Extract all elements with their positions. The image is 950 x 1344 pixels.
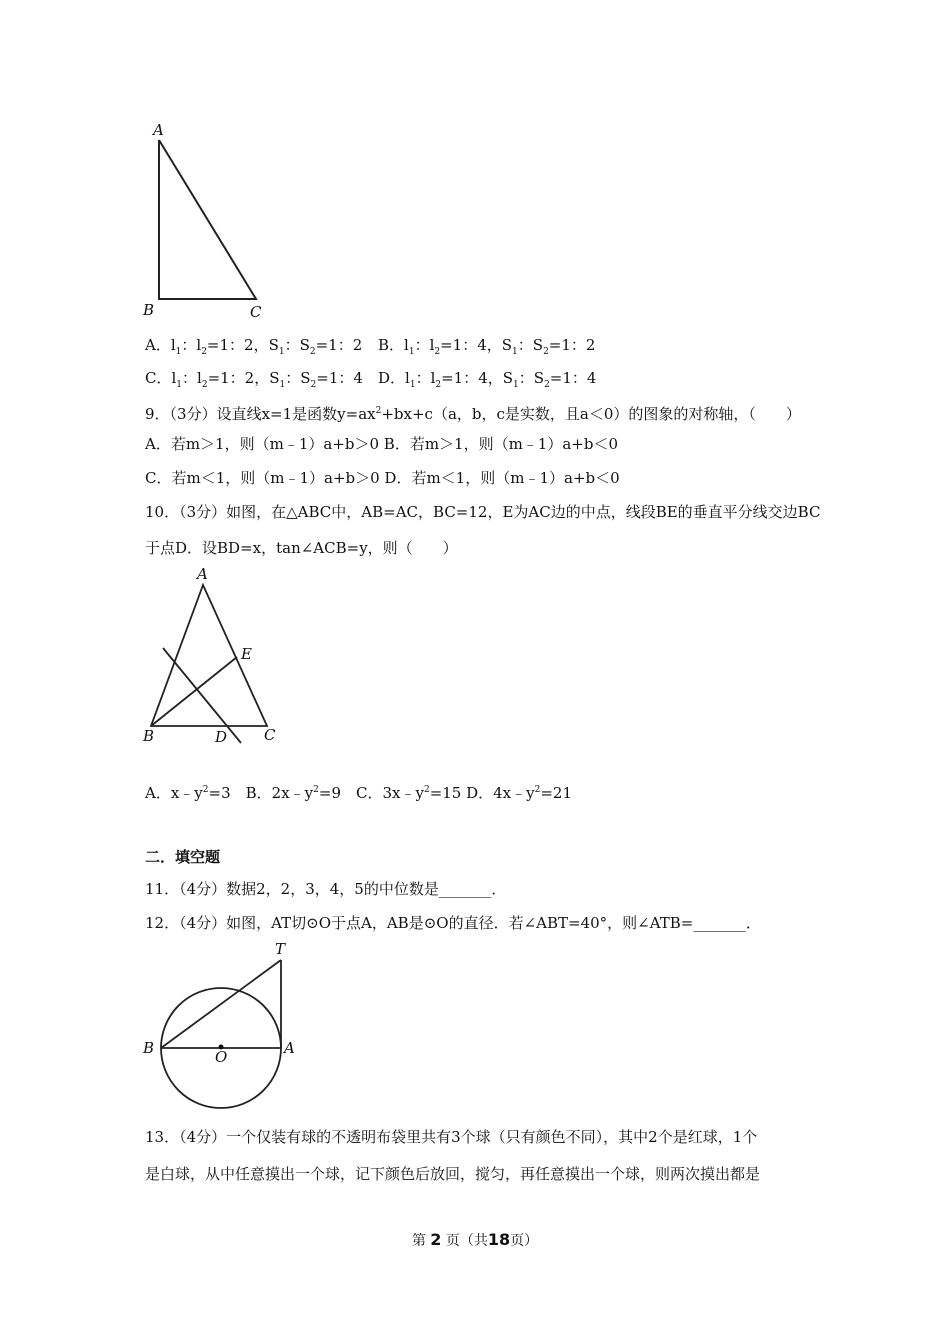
- q13-line1: 13．（4分）一个仅装有球的不透明布袋里共有3个球（只有颜色不同），其中2个是红球，1个: [145, 1128, 758, 1146]
- page-number: 2: [430, 1230, 442, 1249]
- label-d: D: [215, 728, 228, 746]
- label-a: A: [284, 1039, 295, 1057]
- total-pages: 18: [487, 1230, 511, 1249]
- q9-options-ab: A．若m＞1，则（m﹣1）a+b＞0 B．若m＞1，则（m﹣1）a+b＜0: [145, 435, 619, 453]
- label-a: A: [197, 565, 208, 583]
- label-a: A: [153, 121, 164, 139]
- label-t: T: [275, 940, 286, 958]
- q10-options: A．$x﹣y^2=3$ B．$2x﹣y^2=9$ C．$3x﹣y^2=15$ D．$4x﹣y^2=21$: [145, 784, 573, 802]
- label-e: E: [241, 645, 252, 663]
- q9-stem: 9．（3分）设直线x=1是函数$y=ax^2+bx+c(a$，b，c是实数，且a＜0）的图象的对称轴，（ ）: [145, 405, 801, 423]
- page-footer: 第 2 页（共18页）: [411, 1230, 539, 1249]
- label-c: C: [264, 726, 276, 744]
- q11-text: 11．（4分）数据2，2，3，4，5的中位数是_______．: [145, 880, 507, 898]
- q13-line2: 是白球，从中任意摸出一个球，记下颜色后放回，搅匀，再任意摸出一个球，则两次摸出都是: [145, 1165, 761, 1183]
- label-b: B: [143, 301, 155, 319]
- q8-option-b: B．$l_1$：$l_2=1$：4，$S_1$：$S_2=1$：2: [378, 336, 596, 357]
- figure-right-triangle: [135, 115, 275, 325]
- figure-isosceles-triangle: [135, 560, 285, 750]
- figure-circle-tangent: [135, 935, 315, 1115]
- label-b: B: [143, 727, 155, 745]
- q9-options-cd: C．若m＜1，则（m﹣1）a+b＞0 D．若m＜1，则（m﹣1）a+b＜0: [145, 469, 620, 487]
- q10-stem-line1: 10．（3分）如图，在△ABC中，AB=AC，BC=12，E为AC边的中点，线段BE的垂直平分线交边BC: [145, 503, 821, 521]
- section-heading: 二．填空题: [145, 848, 221, 866]
- q8-option-d: D．$l_1$：$l_2=1$：4，$S_1$：$S_2=1$：4: [378, 369, 597, 390]
- label-c: C: [250, 303, 262, 321]
- q12-text: 12．（4分）如图，AT切⊙O于点A，AB是⊙O的直径．若∠ABT=40°，则∠ATB=_______．: [145, 914, 761, 932]
- q8-option-a: A．$l_1$：$l_2=1$：2，$S_1$：$S_2=1$：2: [145, 336, 363, 357]
- label-o: O: [215, 1048, 228, 1066]
- q10-stem-line2: 于点D．设BD=x，tan∠ACB=y，则（ ）: [145, 539, 458, 557]
- triangle-abc-edges: [159, 140, 256, 299]
- label-b: B: [143, 1039, 155, 1057]
- q8-option-c: C．$l_1$：$l_2=1$：2，$S_1$：$S_2=1$：4: [145, 369, 363, 390]
